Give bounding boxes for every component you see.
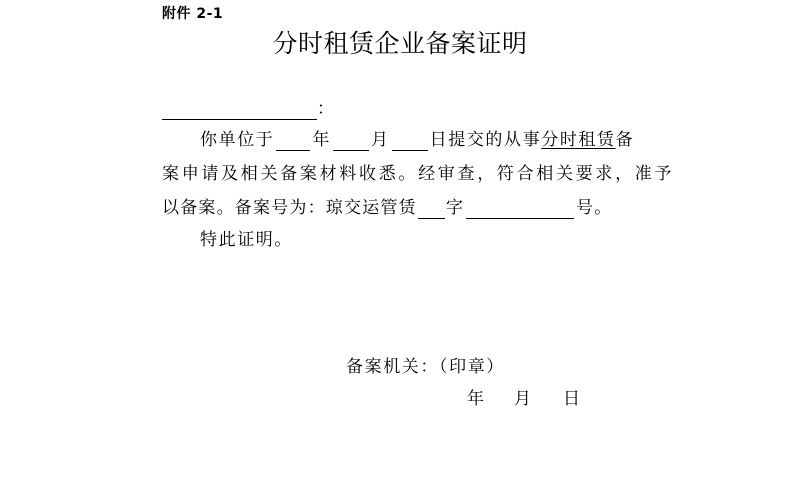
body-zi-label: 字: [445, 198, 465, 218]
filing-authority: 备案机关：（印章）: [346, 357, 505, 377]
body-month-label: 月: [371, 130, 390, 150]
footer-year-label: 年: [467, 389, 484, 409]
attachment-label: 附件 2-1: [162, 6, 224, 22]
closing-text: 特此证明。: [200, 230, 293, 250]
permit-number-blank: [466, 200, 574, 219]
body-hao-label: 号。: [576, 198, 613, 218]
footer-month-label: 月: [514, 389, 531, 409]
body-line-2: 案申请及相关备案材料收悉。经审查，符合相关要求，准予: [162, 164, 675, 184]
footer-day-label: 日: [563, 389, 580, 409]
body-line-1-start: 你单位于: [200, 130, 275, 150]
body-line-1-mid: 日提交的从事: [429, 130, 542, 150]
body-line-1-end: 备: [615, 130, 635, 150]
day-blank: [392, 132, 428, 151]
body-line-1: [162, 129, 634, 151]
body-line-3: [162, 197, 612, 219]
business-type: 分时租赁: [541, 130, 616, 150]
document-title: 分时租赁企业备案证明: [272, 29, 528, 58]
body-year-label: 年: [312, 130, 332, 150]
month-blank: [333, 132, 369, 151]
year-blank: [276, 132, 310, 151]
footer-date: [467, 388, 580, 410]
permit-prefix-blank: [418, 200, 445, 219]
body-line-3-start: 以备案。备案号为：琼交运管赁: [162, 198, 417, 218]
addressee-colon: ：: [317, 99, 334, 119]
addressee-line: [162, 98, 334, 120]
addressee-blank: [162, 101, 317, 120]
